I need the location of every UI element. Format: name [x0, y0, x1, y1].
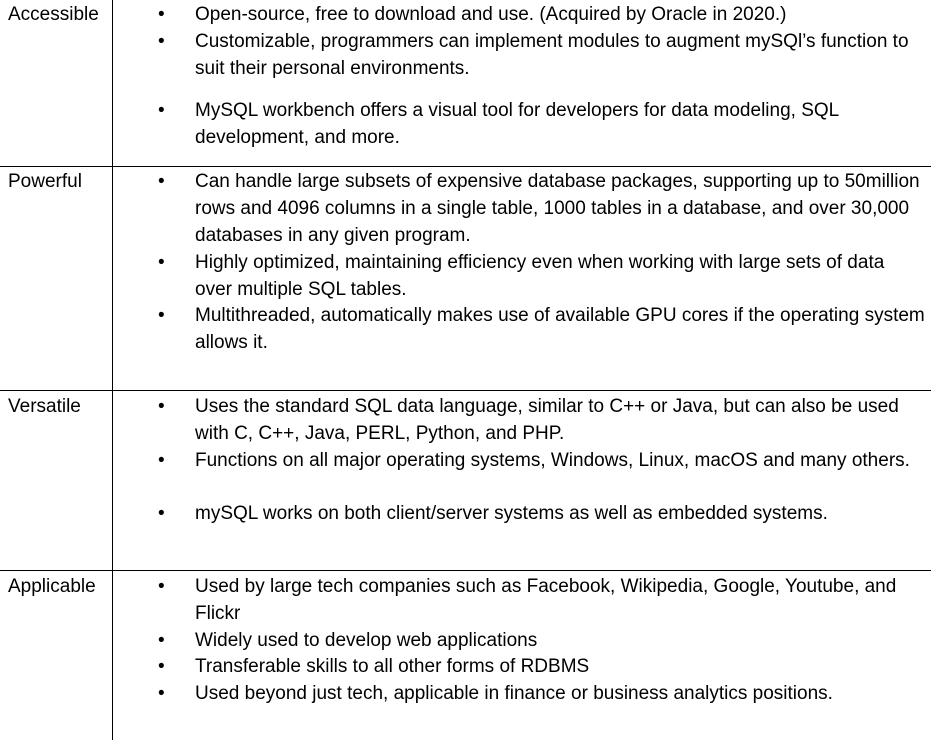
bullet-icon: • [158, 396, 165, 417]
bullet-icon: • [158, 31, 165, 52]
list-item: Multithreaded, automatically makes use of available GPU cores if the operating system allows it. [195, 305, 925, 353]
list-item: Highly optimized, maintaining efficiency even when working with large sets of data over multiple SQL tables. [195, 252, 885, 300]
category-label-versatile: Versatile [8, 396, 81, 417]
bullet-icon: • [158, 4, 165, 25]
list-item: Customizable, programmers can implement modules to augment mySQl’s function to suit their personal environments. [195, 31, 909, 79]
list-item: Widely used to develop web applications [195, 630, 538, 651]
list-item: Used beyond just tech, applicable in finance or business analytics positions. [195, 683, 833, 704]
bullet-icon: • [158, 503, 165, 524]
bullet-icon: • [158, 576, 165, 597]
category-label-applicable: Applicable [8, 576, 96, 597]
bullet-icon: • [158, 630, 165, 651]
table-row [0, 570, 931, 741]
bullet-icon: • [158, 305, 165, 326]
table-row [0, 390, 931, 571]
table-row [0, 0, 931, 166]
list-item: Open-source, free to download and use. (Acquired by Oracle in 2020.) [195, 4, 787, 25]
bullet-icon: • [158, 100, 165, 121]
bullet-icon: • [158, 252, 165, 273]
category-label-powerful: Powerful [8, 171, 82, 192]
category-label-accessible: Accessible [8, 4, 99, 25]
list-item: Can handle large subsets of expensive database packages, supporting up to 50million rows and 4096 columns in a single table, 1000 tables in a database, and over 30,000 databases in any given program. [195, 171, 920, 246]
list-item: mySQL works on both client/server systems as well as embedded systems. [195, 503, 828, 524]
bullet-icon: • [158, 683, 165, 704]
list-item: Functions on all major operating systems, Windows, Linux, macOS and many others. [195, 450, 910, 471]
table-row [0, 166, 931, 391]
bullet-icon: • [158, 656, 165, 677]
list-item: Used by large tech companies such as Facebook, Wikipedia, Google, Youtube, and Flickr [195, 576, 897, 624]
bullet-icon: • [158, 450, 165, 471]
list-item: Uses the standard SQL data language, similar to C++ or Java, but can also be used with C, C++, Java, PERL, Python, and PHP. [195, 396, 899, 444]
list-item: MySQL workbench offers a visual tool for developers for data modeling, SQL development, and more. [195, 100, 839, 148]
bullet-icon: • [158, 171, 165, 192]
list-item: Transferable skills to all other forms of RDBMS [195, 656, 590, 677]
